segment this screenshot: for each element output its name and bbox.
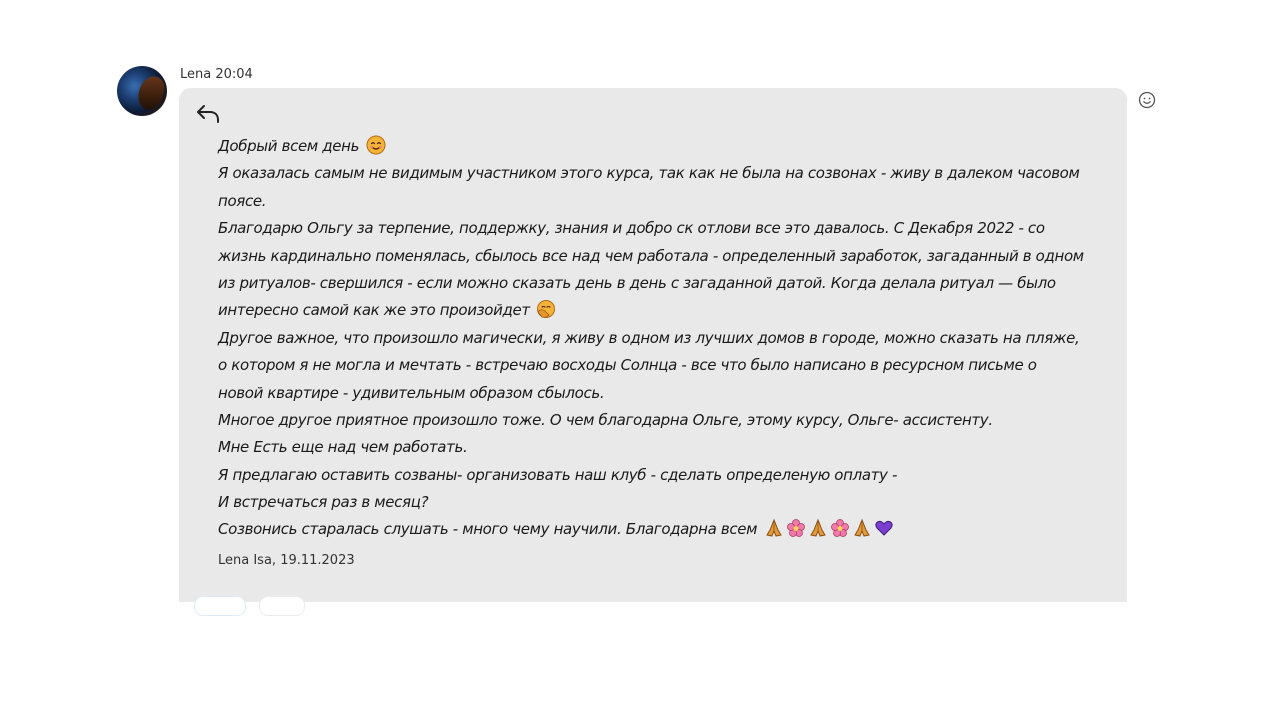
smiley-reaction-icon[interactable] [1137, 90, 1157, 110]
flower-icon [830, 518, 850, 538]
purple-heart-icon [874, 518, 894, 538]
message-line: Благодарю Ольгу за терпение, поддержку, знания и добро ск отлови все это давалось. С Декабря 2022 - со [218, 219, 1045, 238]
message-line: Добрый всем день [218, 133, 1118, 160]
praying-hands-icon [764, 518, 784, 538]
message-time: 20:04 [215, 67, 253, 82]
message-line: интересно самой как же это произойдет [218, 297, 1118, 324]
avatar-image [134, 73, 167, 113]
message-line: новой квартире - удивительным образом сбылось. [218, 383, 605, 402]
praying-hands-icon [852, 518, 872, 538]
message-line: Я оказалась самым не видимым участником этого курса, так как не была на созвонах - живу в далеком часовом [218, 164, 1080, 183]
message-line: Я предлагаю оставить созваны- организовать наш клуб - сделать определеную оплату - [218, 465, 898, 484]
message-signature: Lena Isa, 19.11.2023 [218, 553, 355, 568]
message-line: Мне Есть еще над чем работать. [218, 438, 468, 457]
message-line: из ритуалов- свершился - если можно сказать день в день с загаданной датой. Когда делала ритуал — было [218, 273, 1056, 292]
forward-arrow-icon[interactable] [195, 101, 221, 125]
author-name[interactable]: Lena [180, 67, 212, 82]
message-body [218, 133, 1118, 544]
flower-icon [786, 518, 806, 538]
face-with-hand-icon [536, 299, 556, 319]
message-line: поясе. [218, 191, 267, 210]
message-header [180, 67, 253, 82]
message-line: Другое важное, что произошло магически, я живу в одном из лучших домов в городе, можно сказать на пляже, [218, 328, 1080, 347]
message-line: о котором я не могла и мечтать - встречаю восходы Солнца - все что было написано в ресурсном письме о [218, 356, 1037, 375]
reaction-pill[interactable] [194, 596, 246, 616]
message-line: жизнь кардинально поменялась, сбылось все над чем работала - определенный заработок, загаданный в одном [218, 246, 1084, 265]
message-line: Многое другое приятное произошло тоже. О чем благодарна Ольге, этому курсу, Ольге- ассистенту. [218, 410, 993, 429]
message-line: И встречаться раз в месяц? [218, 493, 429, 512]
praying-hands-icon [808, 518, 828, 538]
message-line: Созвонись старалась слушать - много чему научили. Благодарна всем [218, 516, 1118, 543]
avatar[interactable] [117, 66, 167, 116]
reaction-pill[interactable] [259, 596, 305, 616]
smiling-face-icon [366, 135, 386, 155]
